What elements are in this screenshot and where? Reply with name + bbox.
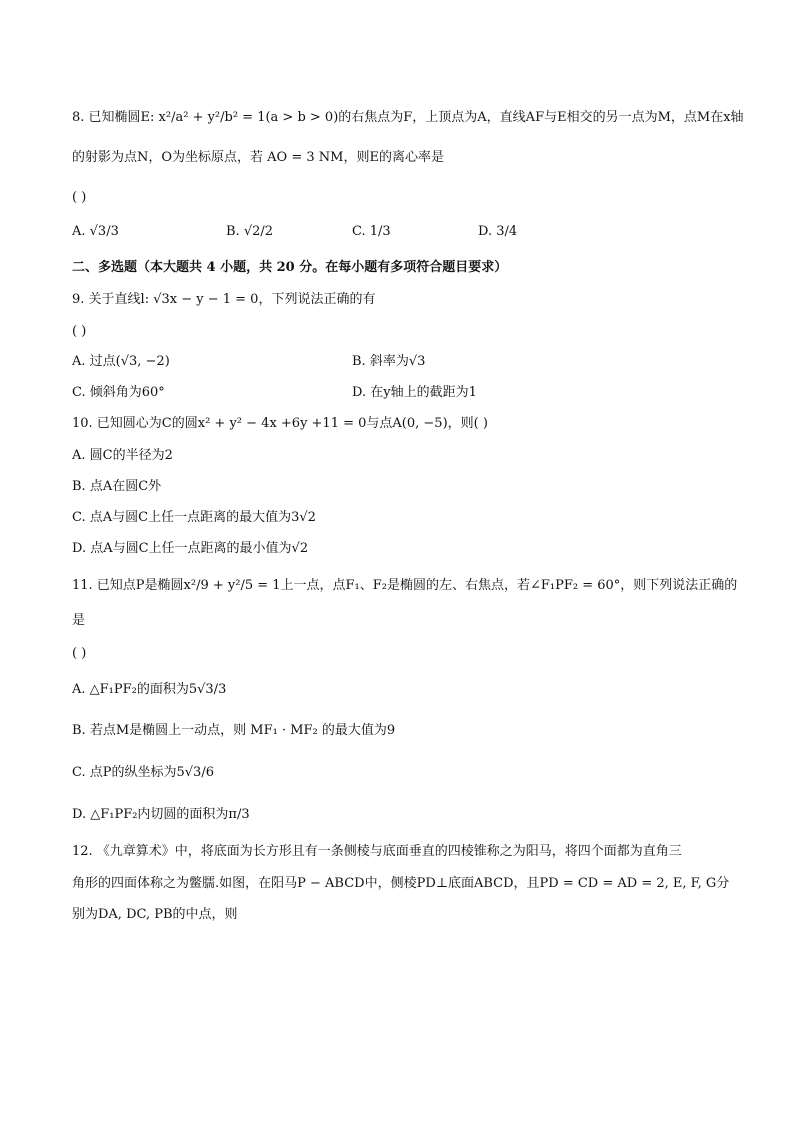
q9-option-a: A. 过点(√3, −2) — [72, 354, 170, 369]
q9-option-b: B. 斜率为√3 — [352, 354, 426, 369]
q11-paren: ( ) — [72, 646, 87, 661]
q8-line2: 的射影为点N，O为坐标原点，若 AO = 3 NM，则E的离心率是 — [72, 150, 444, 165]
q10-option-c: C. 点A与圆C上任一点距离的最大值为3√2 — [72, 510, 316, 525]
section-title: 二、多选题（本大题共 4 小题，共 20 分。在每小题有多项符合题目要求） — [72, 260, 508, 275]
q8-paren: ( ) — [72, 190, 87, 205]
q8-option-a: A. √3/3 — [72, 224, 119, 239]
q12-line1: 12. 《九章算术》中，将底面为长方形且有一条侧棱与底面垂直的四棱锥称之为阳马，将四个面都为直角三 — [72, 844, 682, 859]
q11-line2: 是 — [72, 613, 86, 628]
q8-option-b: B. √2/2 — [226, 224, 274, 239]
q8-option-d: D. 3/4 — [478, 224, 518, 239]
q11-option-b: B. 若点M是椭圆上一动点，则 MF₁ · MF₂ 的最大值为9 — [72, 723, 396, 738]
q11-option-a: A. △F₁PF₂的面积为5√3/3 — [72, 682, 227, 697]
q9-paren: ( ) — [72, 324, 87, 339]
q12-line3: 别为DA, DC, PB的中点，则 — [72, 907, 238, 922]
q12-line2: 角形的四面体称之为鳖臑.如图，在阳马P − ABCD中，侧棱PD⊥底面ABCD，且PD = CD = AD = 2, E, F, G分 — [72, 876, 730, 891]
q10-stem: 10. 已知圆心为C的圆x² + y² − 4x +6y +11 = 0与点A(0, −5)，则( ) — [72, 416, 488, 431]
q8-option-c: C. 1/3 — [352, 224, 391, 239]
q9-option-c: C. 倾斜角为60° — [72, 385, 165, 400]
q11-option-c: C. 点P的纵坐标为5√3/6 — [72, 765, 214, 780]
q8-line1: 8. 已知椭圆E: x²/a² + y²/b² = 1(a > b > 0)的右焦点为F，上顶点为A，直线AF与E相交的另一点为M，点M在x轴 — [72, 110, 744, 125]
q11-option-d: D. △F₁PF₂内切圆的面积为π/3 — [72, 807, 250, 822]
q11-line1: 11. 已知点P是椭圆x²/9 + y²/5 = 1上一点，点F₁、F₂是椭圆的左、右焦点，若∠F₁PF₂ = 60°，则下列说法正确的 — [72, 578, 738, 593]
q10-option-d: D. 点A与圆C上任一点距离的最小值为√2 — [72, 541, 309, 556]
q10-option-a: A. 圆C的半径为2 — [72, 448, 173, 463]
q10-option-b: B. 点A在圆C外 — [72, 479, 162, 494]
q9-option-d: D. 在y轴上的截距为1 — [352, 385, 477, 400]
q9-stem: 9. 关于直线l: √3x − y − 1 = 0，下列说法正确的有 — [72, 292, 376, 307]
